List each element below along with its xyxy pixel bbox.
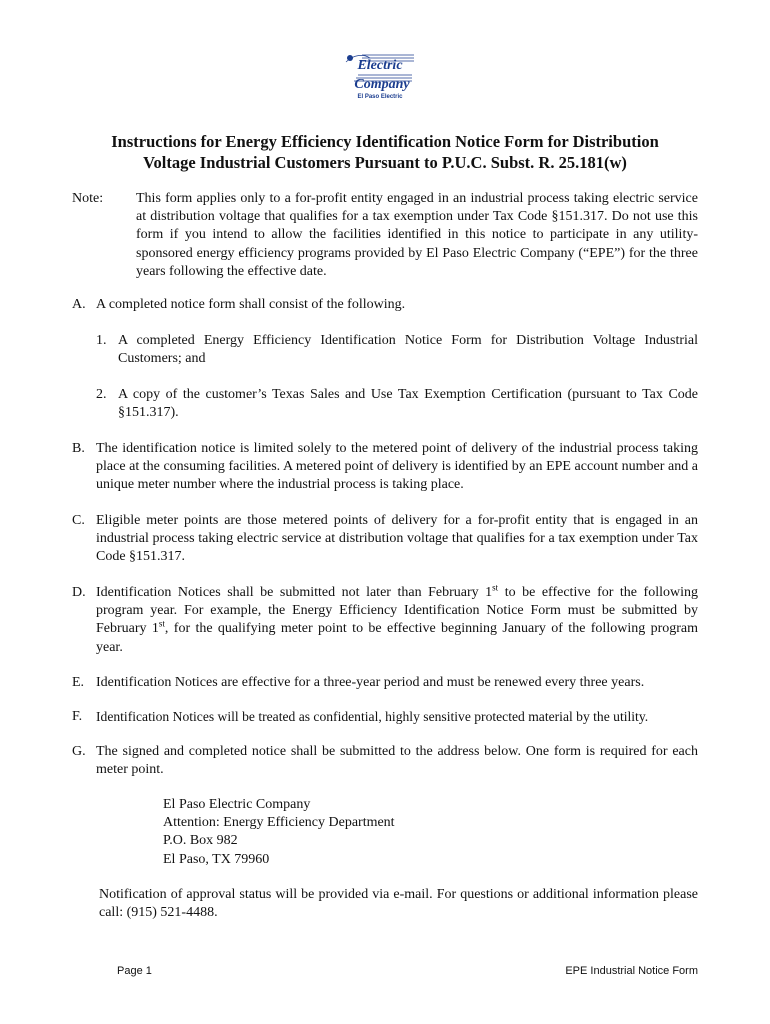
address-company: El Paso Electric Company <box>163 797 311 812</box>
notification-text: Notification of approval status will be provided via e-mail. For questions or additional information please call: (915) 521-4488. <box>99 887 698 921</box>
el-paso-electric-logo <box>340 48 420 104</box>
document-title-line-2: Voltage Industrial Customers Pursuant to P.U.C. Subst. R. 25.181(w) <box>143 153 627 172</box>
section-c-text: Eligible meter points are those metered points of delivery for a for-profit entity that is engaged in an industrial process taking electric service at distribution voltage that qualifies for a tax exemption under Tax Code §151.317. <box>96 513 698 565</box>
section-b-text: The identification notice is limited solely to the metered point of delivery of the industrial process taking place at the consuming facilities. A metered point of delivery is identified by an EPE account number and a unique meter number where the industrial process is taking place. <box>96 441 698 493</box>
section-e-letter: E. <box>72 675 85 690</box>
address-po-box: P.O. Box 982 <box>163 833 238 849</box>
section-a-text: A completed notice form shall consist of the following. <box>96 297 406 312</box>
address-attention: Attention: Energy Efficiency Department <box>163 815 395 831</box>
section-a-item-2-text: A copy of the customer’s Texas Sales and Use Tax Exemption Certification (pursuant to Tax Code §151.317). <box>118 387 698 421</box>
section-c-letter: C. <box>72 513 85 528</box>
section-f-text: Identification Notices will be treated as confidential, highly sensitive protected material by the utility. <box>96 709 649 724</box>
section-e-text: Identification Notices are effective for a three-year period and must be renewed every three years. <box>96 675 645 690</box>
section-a-item-2-number: 2. <box>96 387 107 402</box>
section-d-letter: D. <box>72 585 86 600</box>
section-f-letter: F. <box>72 709 83 724</box>
document-title-line-1: Instructions for Energy Efficiency Identification Notice Form for Distribution <box>111 132 659 151</box>
section-a-item-1-text: A completed Energy Efficiency Identification Notice Form for Distribution Voltage Industrial Customers; and <box>118 333 698 367</box>
svg-text:Company: Company <box>354 77 410 92</box>
section-d-text: Identification Notices shall be submitted not later than February 1st to be effective for the following program year. For example, the Energy Efficiency Identification Notice Form must be submitted by February 1st, for the qualifying meter point to be effective beginning January of the following program year. <box>96 582 698 655</box>
note-text: This form applies only to a for-profit entity engaged in an industrial process taking electric service at distribution voltage that qualifies for a tax exemption under Tax Code §151.317. Do not use this form if you intend to allow the facilities identified in this notice to participate in any utility-sponsored energy efficiency programs provided by El Paso Electric Company (“EPE”) for the three years following the effective date. <box>136 191 698 279</box>
mailing-address <box>163 796 395 869</box>
note-label: Note: <box>72 191 104 206</box>
address-city: El Paso, TX 79960 <box>163 851 270 867</box>
section-a-letter: A. <box>72 297 86 312</box>
section-g-text: The signed and completed notice shall be submitted to the address below. One form is required for each meter point. <box>96 744 698 778</box>
footer-form-name: EPE Industrial Notice Form <box>565 965 698 977</box>
section-a-item-1-number: 1. <box>96 333 107 348</box>
footer-page-number: Page 1 <box>117 965 152 977</box>
section-g-letter: G. <box>72 744 86 759</box>
section-b-letter: B. <box>72 441 85 456</box>
svg-text:Electric: Electric <box>357 58 403 73</box>
logo-mark-icon <box>340 48 420 92</box>
logo-subtitle: El Paso Electric <box>357 94 403 100</box>
